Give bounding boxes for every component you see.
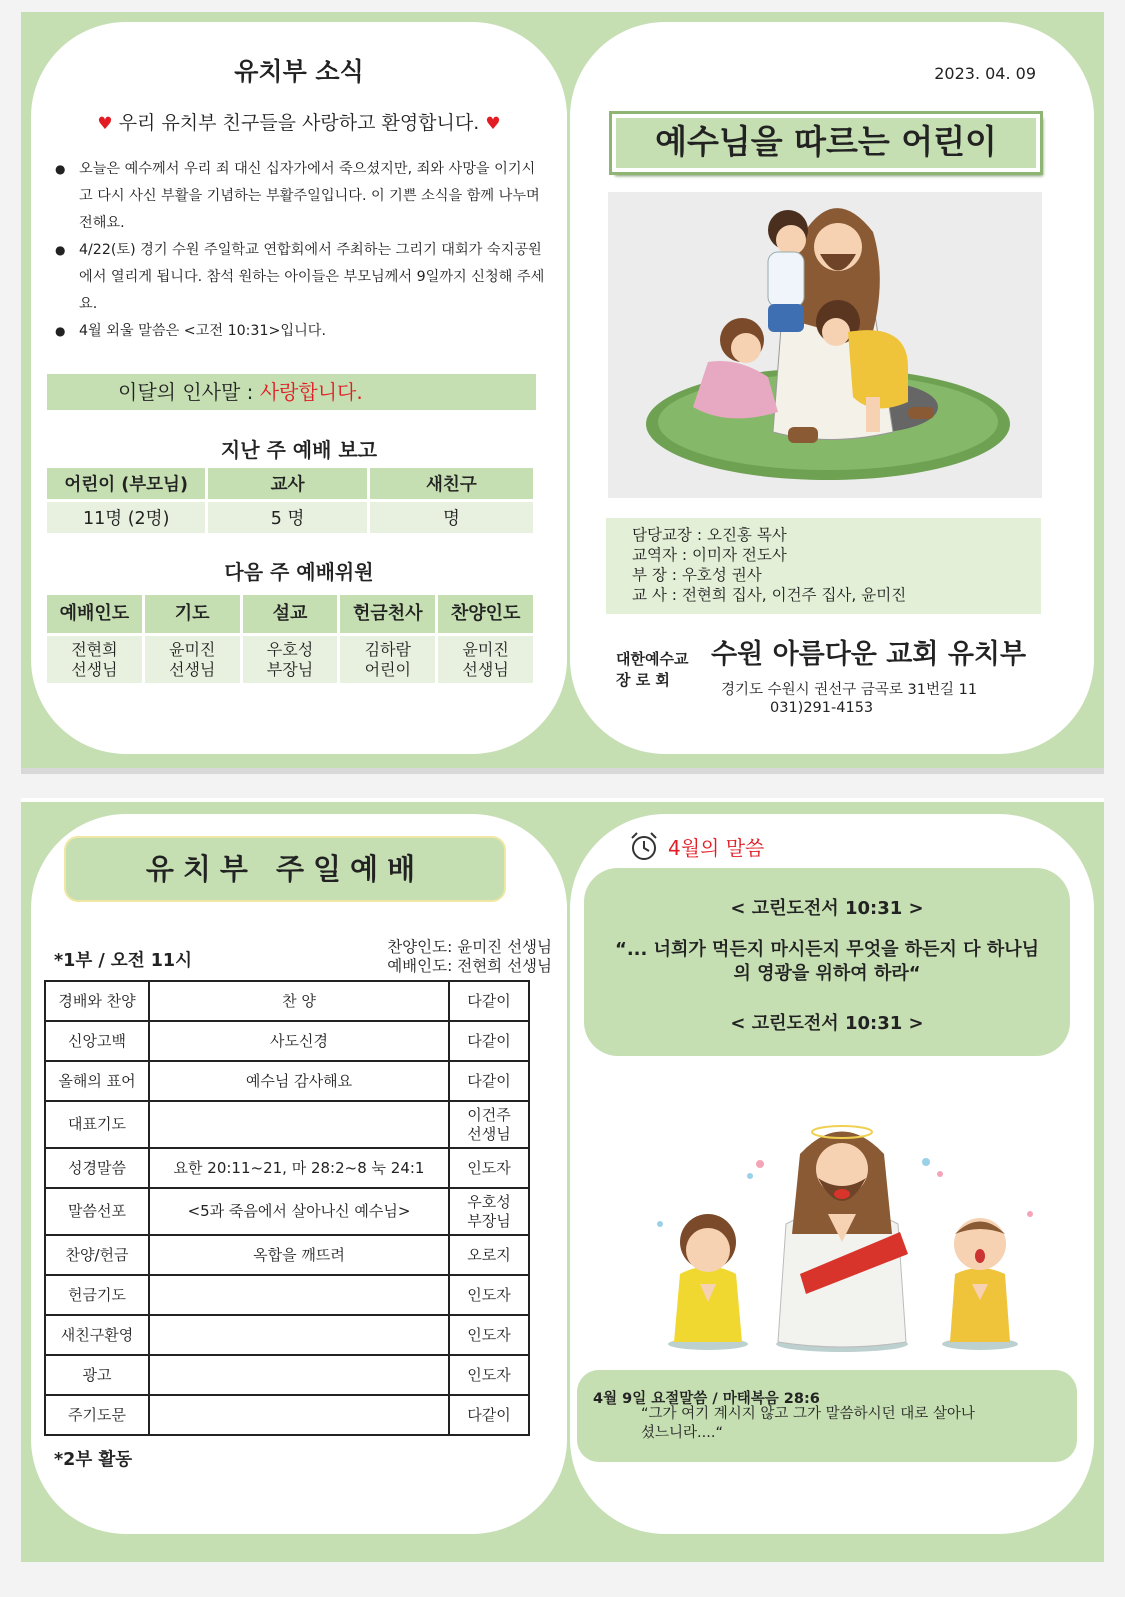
denomination-line: 장 로 회 — [616, 671, 670, 689]
denomination — [616, 649, 688, 691]
monthly-greeting-bar — [47, 374, 536, 410]
worship-leader: 예배인도: 전현희 선생님 — [387, 957, 552, 975]
service-leaders — [387, 938, 552, 976]
staff-header-cell: 기도 — [145, 595, 240, 633]
greeting-value: 사랑합니다. — [259, 380, 363, 404]
order-item: 찬양/헌금 — [45, 1235, 149, 1275]
news-list — [55, 156, 547, 345]
service-order-table — [44, 980, 530, 1436]
attendance-report-table — [44, 465, 536, 536]
church-phone: 031)291-4153 — [770, 700, 874, 716]
news-item: ● 4월 외울 말씀은 <고전 10:31>입니다. — [55, 318, 547, 345]
news-item: ● 오늘은 예수께서 우리 죄 대신 십자가에서 죽으셨지만, 죄와 사망을 이기시고 다시 사신 부활을 기념하는 부활주일입니다. 이 기쁜 소식을 함께 나누며 전해요. — [55, 156, 547, 237]
church-staff-box — [606, 518, 1041, 614]
order-who: 우호성 부장님 — [449, 1188, 529, 1235]
denomination-line: 대한예수교 — [616, 650, 689, 668]
order-item: 성경말씀 — [45, 1148, 149, 1188]
staff-line: 부 장 : 우호성 권사 — [632, 566, 762, 584]
welcome-line — [31, 108, 567, 135]
order-content: 예수님 감사해요 — [149, 1061, 449, 1101]
table-row — [45, 1355, 529, 1395]
greeting-label: 이달의 인사말 : — [118, 380, 260, 404]
welcome-text: 우리 유치부 친구들을 사랑하고 환영합니다. — [118, 112, 480, 134]
memory-verse-text: “그가 여기 계시지 않고 그가 말씀하시던 대로 살아나셨느니라....“ — [641, 1406, 975, 1441]
order-item: 새친구환영 — [45, 1315, 149, 1355]
order-content — [149, 1395, 449, 1435]
bulletin-inside-sheet — [21, 798, 1104, 1562]
memory-verse-box — [577, 1370, 1077, 1462]
alarm-clock-icon — [628, 830, 660, 862]
order-content — [149, 1315, 449, 1355]
report-header-cell: 어린이 (부모님) — [47, 468, 205, 499]
church-address: 경기도 수원시 권선구 금곡로 31번길 11 — [721, 682, 978, 698]
service-title: 유치부 주일예배 — [64, 836, 506, 902]
order-item: 주기도문 — [45, 1395, 149, 1435]
staff-header-cell: 헌금천사 — [340, 595, 435, 633]
table-row — [45, 981, 529, 1021]
order-content — [149, 1101, 449, 1148]
order-content: 요한 20:11~21, 마 28:2~8 눅 24:1 — [149, 1148, 449, 1188]
cover-panel — [570, 22, 1094, 754]
next-week-staff-table — [44, 592, 536, 686]
heart-icon: ♥ — [97, 114, 113, 134]
order-content: 찬 양 — [149, 981, 449, 1021]
report-title: 지난 주 예배 보고 — [220, 438, 378, 462]
order-who: 오로지 — [449, 1235, 529, 1275]
order-who: 인도자 — [449, 1315, 529, 1355]
staff-line: 교역자 : 이미자 전도사 — [632, 546, 787, 564]
staff-name-cell: 우호성 부장님 — [243, 636, 338, 683]
report-header-cell: 새친구 — [370, 468, 533, 499]
verse-reference: < 고린도전서 10:31 > — [730, 898, 924, 919]
order-content — [149, 1355, 449, 1395]
church-name: 수원 아름다운 교회 유치부 — [711, 639, 1027, 670]
praise-leader: 찬양인도: 윤미진 선생님 — [387, 938, 552, 956]
order-who: 다같이 — [449, 981, 529, 1021]
table-row — [45, 1235, 529, 1275]
table-row — [45, 1315, 529, 1355]
order-content: <5과 죽음에서 살아나신 예수님> — [149, 1188, 449, 1235]
staff-name-cell: 전현희 선생님 — [47, 636, 142, 683]
table-row — [45, 1021, 529, 1061]
bulletin-date: 2023. 04. 09 — [934, 64, 1036, 83]
staff-line: 담당교장 : 오진홍 목사 — [632, 526, 787, 544]
order-item: 광고 — [45, 1355, 149, 1395]
table-row — [45, 1395, 529, 1435]
staff-header-cell: 찬양인도 — [438, 595, 533, 633]
table-row — [45, 1101, 529, 1148]
verse-reference: < 고린도전서 10:31 > — [730, 1013, 924, 1034]
order-who: 다같이 — [449, 1021, 529, 1061]
order-content — [149, 1275, 449, 1315]
service-order-panel — [31, 814, 567, 1534]
order-content: 사도신경 — [149, 1021, 449, 1061]
order-item: 신앙고백 — [45, 1021, 149, 1061]
heart-icon: ♥ — [485, 114, 501, 134]
order-who: 인도자 — [449, 1148, 529, 1188]
monthly-word-title: 4월의 말씀 — [668, 836, 765, 860]
order-who: 다같이 — [449, 1395, 529, 1435]
memory-verse-label: 4월 9일 요절말씀 / 마태복음 28:6 — [593, 1391, 820, 1407]
jesus-with-children-illustration — [608, 192, 1042, 498]
news-title: 유치부 소식 — [234, 57, 364, 86]
order-item: 대표기도 — [45, 1101, 149, 1148]
staff-header-cell: 예배인도 — [47, 595, 142, 633]
staff-name-cell: 윤미진 선생님 — [438, 636, 533, 683]
report-value-cell: 명 — [370, 502, 533, 533]
report-value-cell: 5 명 — [208, 502, 366, 533]
order-who: 인도자 — [449, 1275, 529, 1315]
news-panel — [31, 22, 567, 754]
order-who: 다같이 — [449, 1061, 529, 1101]
monthly-verse-box — [584, 868, 1070, 1056]
order-who: 이건주 선생님 — [449, 1101, 529, 1148]
table-row — [45, 1148, 529, 1188]
staff-name-cell: 김하람 어린이 — [340, 636, 435, 683]
table-row — [45, 1188, 529, 1235]
monthly-word-panel — [570, 814, 1094, 1534]
order-item: 말씀선포 — [45, 1188, 149, 1235]
order-who: 인도자 — [449, 1355, 529, 1395]
part2-label: *2부 활동 — [54, 1450, 133, 1470]
table-row — [45, 1275, 529, 1315]
report-header-cell: 교사 — [208, 468, 366, 499]
staff-header-cell: 설교 — [243, 595, 338, 633]
table-row — [45, 1061, 529, 1101]
verse-text: “... 너희가 먹든지 마시든지 무엇을 하든지 다 하나님의 영광을 위하여 하라“ — [615, 939, 1039, 984]
cover-title: 예수님을 따르는 어린이 — [612, 114, 1040, 172]
staff-line: 교 사 : 전현희 집사, 이건주 집사, 윤미진 — [632, 586, 907, 604]
report-value-cell: 11명 (2명) — [47, 502, 205, 533]
part1-label: *1부 / 오전 11시 — [54, 951, 192, 971]
news-item: ● 4/22(토) 경기 수원 주일학교 연합회에서 주최하는 그리기 대회가 숙지공원에서 열리게 됩니다. 참석 원하는 아이들은 부모님께서 9일까지 신청해 주세요. — [55, 237, 547, 318]
staff-title: 다음 주 예배위원 — [224, 560, 374, 584]
order-item: 경배와 찬양 — [45, 981, 149, 1021]
staff-name-cell: 윤미진 선생님 — [145, 636, 240, 683]
bulletin-front-sheet — [21, 12, 1104, 774]
order-item: 올해의 표어 — [45, 1061, 149, 1101]
order-content: 옥합을 깨뜨려 — [149, 1235, 449, 1275]
order-item: 헌금기도 — [45, 1275, 149, 1315]
praying-children-illustration — [610, 1114, 1070, 1354]
